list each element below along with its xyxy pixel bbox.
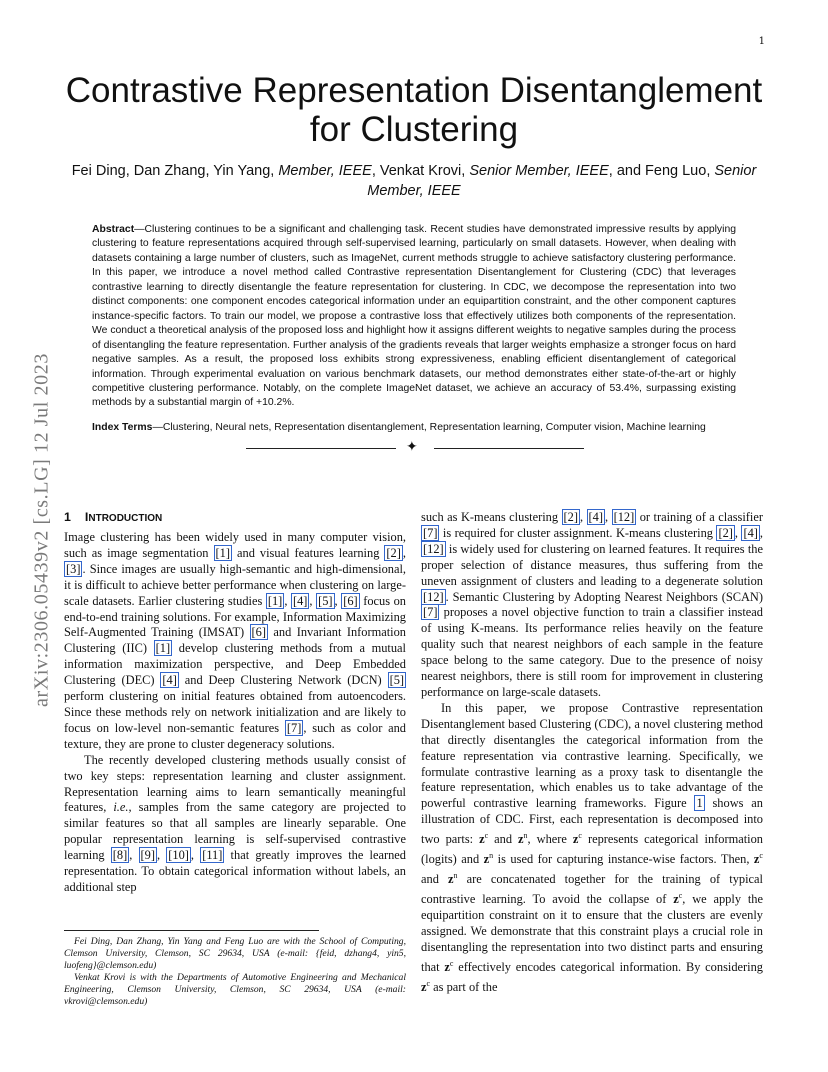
citation-link[interactable]: [4]: [588, 510, 603, 524]
author-membership: Member, IEEE: [278, 163, 372, 179]
citation-link[interactable]: [1]: [215, 545, 230, 560]
paragraph: In this paper, we propose Contrastive representation Disentanglement based Clustering (CDC), a novel clustering method that directly disentangles the categorical information from the feature representation via contrastive learning. Specifically, we formulate contrastive learning as a proxy task to disentangle the feature representation, which enables us to take advantage of the powerful contrastive learning frameworks. Figure 1 shows an illustration of CDC. First, each representation is decomposed into two parts: $z^c$ and $z^n$, where $z^c$ represents categorical information (logits) and $z^n$ is used for capturing instance-wise factors. Then, $z^c$ and $z^n$ are concatenated together for the training of typical contrastive learning. To avoid the collapse of $z^c$, we apply the equipartition constraint on it to ensure that the clusters are evenly assigned. We demonstrate that this constraint plays a crucial role in disentangling the representation into two distinct parts and ensuring that $z^c$ effectively encodes categorical information. By considering $z^c$ as part of the: [421, 700, 764, 995]
citation-link[interactable]: [4]: [743, 525, 758, 540]
math-symbol: z: [483, 852, 490, 867]
arxiv-identifier[interactable]: [22, 300, 62, 760]
emphasis: i.e.,: [113, 800, 132, 815]
citation-link[interactable]: [7]: [286, 720, 302, 735]
citation-link[interactable]: [5]: [389, 673, 405, 688]
author-membership: Senior Member, IEEE: [469, 163, 609, 179]
index-terms: [92, 421, 772, 436]
citation-link[interactable]: 1: [696, 796, 703, 811]
citation-link[interactable]: [12]: [613, 510, 635, 524]
divider-line-left: [246, 448, 396, 449]
paragraph: The recently developed clustering methods usually consist of two key steps: representation learning and cluster assignment. Representation learning aims to learn semantically meaningful features, i.e., samples from the same category are projected to similar features so that all samples are linearly separable. One popular representation learning is self-supervised contrastive learning [8] , [9] , [10] , [11] that greatly improves the learned representation. To obtain categorical information without labels, an additional step: [64, 752, 406, 894]
author-list: [60, 162, 768, 201]
math-symbol: z: [421, 980, 427, 995]
section-heading: [64, 510, 406, 525]
math-superscript: n: [523, 831, 528, 841]
math-superscript: c: [678, 891, 683, 901]
abstract-text: —Clustering continues to be a significant and challenging task. Recent studies have demonstrated impressive results by applying clustering to feature representations acquired through self-supervised learning, particularly on small datasets. However, when dealing with datasets containing a large number of clusters, such as ImageNet, current methods struggle to achieve satisfactory clustering performance. In this paper, we introduce a novel method called Contrastive representation Disentanglement for Clustering (CDC) that leverages contrastive learning to directly disentangle the feature representation for clustering. In CDC, we decompose the representation into two distinct components: one component encodes categorical information under an equipartition constraint, and the other component captures instance-specific factors. To train our model, we propose a contrastive loss that effectively utilizes both components of the representation. We conduct a theoretical analysis of the proposed loss and highlight how it assigns different weights to negative samples during the process of disentangling the feature representation. Further analysis of the gradients reveals that larger weights emphasize a stronger focus on hard negative samples. As a result, the proposed loss exhibits strong expressiveness, enabling efficient disentanglement of categorical information. Through experimental evaluation on various benchmark datasets, our method demonstrates either state-of-the-art or highly competitive clustering performance. Notably, on the complete ImageNet dataset, we achieve an accuracy of 53.4%, surpassing existing methods by a substantial margin of +10.2%.: [92, 224, 736, 409]
abstract: [92, 223, 736, 411]
math-symbol: z: [673, 892, 679, 907]
math-superscript: c: [449, 958, 454, 968]
math-superscript: c: [484, 831, 489, 841]
author-membership: Senior Member, IEEE: [367, 163, 757, 199]
section-divider: [246, 441, 584, 455]
citation-link[interactable]: [4]: [292, 593, 308, 608]
index-terms-label: Index Terms: [92, 422, 153, 433]
citation-link[interactable]: [10]: [168, 848, 189, 863]
footnotes: [64, 936, 406, 1008]
abstract-label: Abstract: [92, 224, 135, 235]
footnote-rule: [64, 930, 319, 931]
citation-link[interactable]: [11]: [202, 848, 223, 863]
author-names: Fei Ding, Dan Zhang, Yin Yang,: [71, 163, 279, 179]
footnote: Venkat Krovi is with the Departments of Automotive Engineering and Mechanical Engineering, Clemson University, Clemson, SC 29634, USA (e-mail: vkrovi@clemson.edu): [64, 972, 406, 1007]
citation-link[interactable]: [12]: [423, 589, 444, 604]
paragraph: such as K-means clustering [2] , [4] , [12] or training of a classifier [7] is required for cluster assignment. K-means clustering [2] , [4] , [12] is widely used for clustering on learned features. It requires the proper selection of distance measures, thus suffering from the uneven assignment of clusters and leading to a degenerate solution [12] . Semantic Clustering by Adopting Nearest Neighbors (SCAN) [7] proposes a novel objective function to train a classifier instead of using K-means. Its performance relies heavily on the feature quality such that nearest neighbors of each sample in the feature space belong to the same category. Due to the presence of noisy nearest neighbors, there is still room for improvement in clustering performance on large-scale datasets.: [421, 510, 763, 699]
citation-link[interactable]: [4]: [162, 673, 177, 688]
citation-link[interactable]: [7]: [423, 525, 438, 540]
citation-link[interactable]: [5]: [318, 593, 333, 608]
left-column: [64, 510, 406, 896]
math-symbol: z: [444, 960, 450, 975]
citation-link[interactable]: [2]: [718, 525, 733, 540]
citation-link[interactable]: [1]: [267, 593, 283, 608]
citation-link[interactable]: [6]: [343, 593, 358, 608]
citation-link[interactable]: [3]: [66, 561, 81, 576]
paper-title: Contrastive Representation Disentanglement for Clustering: [65, 71, 763, 149]
divider-line-right: [434, 448, 584, 449]
math-symbol: z: [572, 832, 579, 847]
math-symbol: z: [753, 852, 760, 867]
citation-link[interactable]: [2]: [386, 545, 401, 560]
citation-link[interactable]: [2]: [563, 510, 578, 524]
math-superscript: n: [489, 851, 494, 861]
author-names: , Venkat Krovi,: [371, 163, 470, 179]
math-symbol: z: [479, 832, 485, 847]
author-names: , and Feng Luo,: [608, 163, 715, 179]
math-symbol: z: [448, 872, 454, 887]
citation-link[interactable]: [8]: [112, 848, 128, 863]
paragraph: Image clustering has been widely used in many computer vision, such as image segmentation [1] and visual features learning [2] , [3] . Since images are usually high-semantic and high-dimensional, it is difficult to achieve better performance when clustering on large-scale datasets. Earlier clustering studies [1] , [4] , [5] , [6] focus on end-to-end training solutions. For example, Information Maximizing Self-Augmented Training (IMSAT) [6] and Invariant Information Clustering (IIC) [1] develop clustering methods from a mutual information maximization perspective, and Deep Embedded Clustering (DEC) [4] and Deep Clustering Network (DCN) [5] perform clustering on initial features obtained from autoencoders. Since these methods rely on network initialization and are likely to focus on low-level non-semantic features [7] , such as color and texture, they are prone to cluster degeneracy solutions.: [64, 530, 407, 751]
index-terms-text: —Clustering, Neural nets, Representation disentanglement, Representation learning, Computer vision, Machine learning: [152, 422, 706, 433]
citation-link[interactable]: [6]: [251, 625, 266, 640]
divider-star-icon: ✦: [406, 439, 418, 455]
math-superscript: n: [453, 871, 458, 881]
math-symbol: z: [518, 832, 524, 847]
citation-link[interactable]: [9]: [140, 848, 155, 863]
math-superscript: c: [426, 979, 431, 988]
citation-link[interactable]: [12]: [423, 541, 444, 556]
right-column: [421, 510, 763, 996]
footnote: Fei Ding, Dan Zhang, Yin Yang and Feng Luo are with the School of Computing, Clemson University, Clemson, SC 29634, USA (e-mail: {feid, dzhang4, yin5, luofeng}@clemson.edu): [64, 936, 406, 971]
page-number: 1: [758, 36, 765, 47]
citation-link[interactable]: [1]: [155, 641, 171, 656]
math-superscript: c: [578, 831, 582, 841]
section-number: 1: [64, 510, 71, 524]
arxiv-identifier-text: arXiv:2306.05439v2 [cs.LG] 12 Jul 2023: [30, 353, 53, 707]
citation-link[interactable]: [7]: [423, 605, 438, 620]
math-superscript: c: [759, 851, 763, 861]
section-title: INTRODUCTION: [84, 510, 163, 524]
